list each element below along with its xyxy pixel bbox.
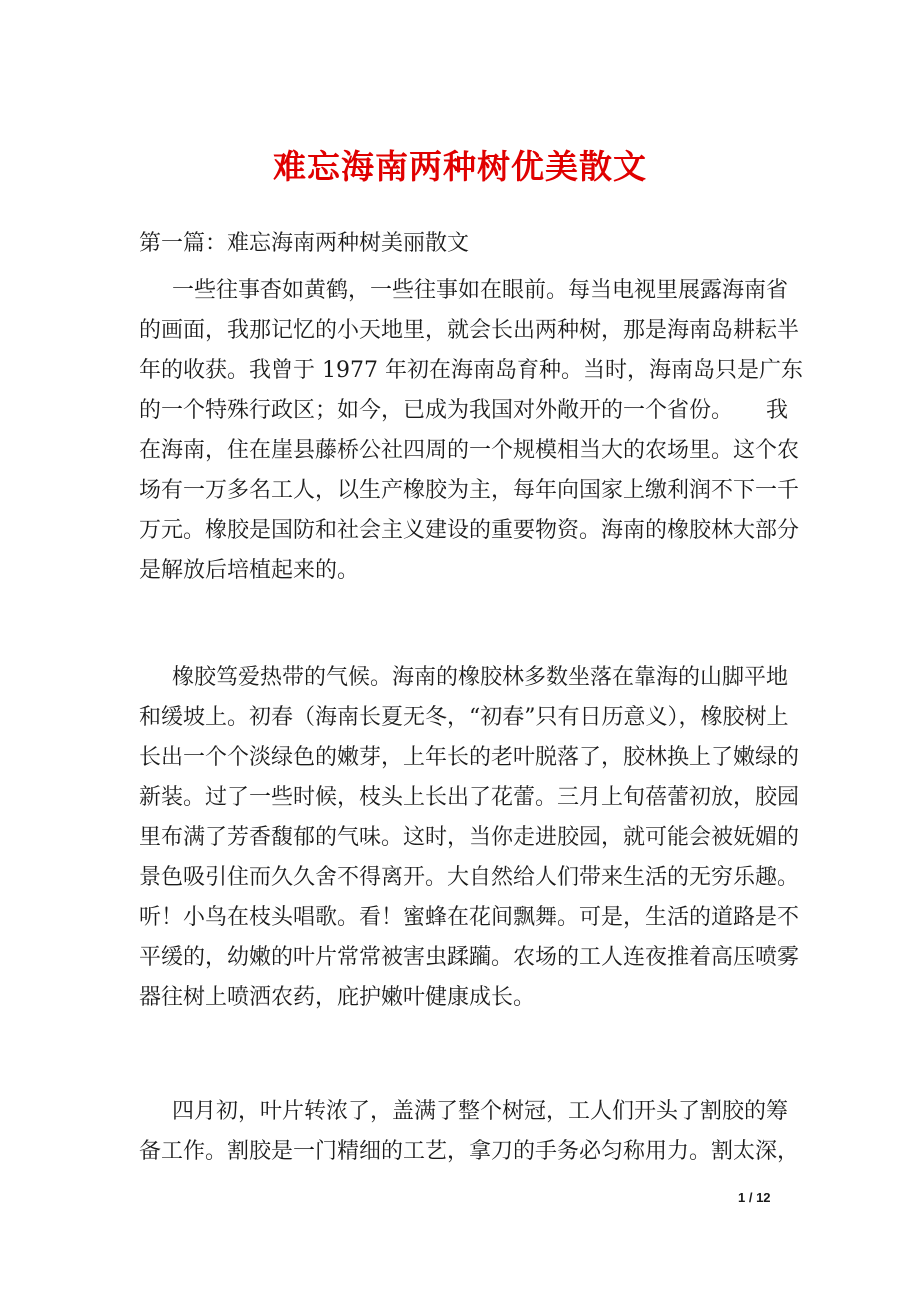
paragraph-1 (139, 271, 803, 591)
section-heading (139, 224, 799, 264)
paragraph-line: 和缓坡上。初春（海南长夏无冬，“初春”只有日历意义），橡胶树上 (139, 705, 789, 730)
paragraph-line: 里布满了芳香馥郁的气味。这时，当你走进胶园，就可能会被妩媚的 (139, 825, 800, 850)
paragraph-line: 一些往事杳如黄鹤，一些往事如在眼前。每当电视里展露海南省 (172, 278, 789, 303)
paragraph-line: 的一个特殊行政区；如今，已成为我国对外敞开的一个省份。 我 (139, 398, 789, 423)
paragraph-2 (139, 658, 799, 1018)
paragraph-line: 的画面，我那记忆的小天地里，就会长出两种树，那是海南岛耕耘半 (139, 318, 800, 343)
paragraph-line: 在海南，住在崖县藤桥公社四周的一个规模相当大的农场里。这个农 (139, 438, 800, 463)
paragraph-line: 备工作。割胶是一门精细的工艺，拿刀的手务必匀称用力。割太深， (139, 1139, 800, 1164)
paragraph-line: 器往树上喷洒农药，庇护嫩叶健康成长。 (139, 985, 536, 1010)
paragraph-3 (139, 1092, 799, 1172)
paragraph-line: 是解放后培植起来的。 (139, 558, 360, 583)
paragraph-line: 长出一个个淡绿色的嫩芽，上年长的老叶脱落了，胶林换上了嫩绿的 (139, 745, 800, 770)
document-title: 难忘海南两种树优美散文 (273, 147, 647, 186)
paragraph-line: 听！小鸟在枝头唱歌。看！蜜蜂在花间飘舞。可是，生活的道路是不 (139, 905, 800, 930)
paragraph-line: 橡胶笃爱热带的气候。海南的橡胶林多数坐落在靠海的山脚平地 (172, 665, 789, 690)
page-number: 1 / 12 (738, 1190, 771, 1205)
section-heading-text: 第一篇：难忘海南两种树美丽散文 (139, 231, 470, 256)
paragraph-line: 新装。过了一些时候，枝头上长出了花蕾。三月上旬蓓蕾初放，胶园 (139, 785, 800, 810)
paragraph-line: 景色吸引住而久久舍不得离开。大自然给人们带来生活的无穷乐趣。 (139, 865, 800, 890)
paragraph-line: 四月初，叶片转浓了，盖满了整个树冠，工人们开头了割胶的筹 (172, 1099, 789, 1124)
paragraph-line: 平缓的，幼嫩的叶片常常被害虫蹂躏。农场的工人连夜推着高压喷雾 (139, 945, 800, 970)
paragraph-line: 场有一万多名工人，以生产橡胶为主，每年向国家上缴利润不下一千 (139, 478, 800, 503)
paragraph-line: 万元。橡胶是国防和社会主义建设的重要物资。海南的橡胶林大部分 (139, 518, 800, 543)
paragraph-line: 年的收获。我曾于 1977 年初在海南岛育种。当时，海南岛只是广东 (139, 358, 803, 383)
